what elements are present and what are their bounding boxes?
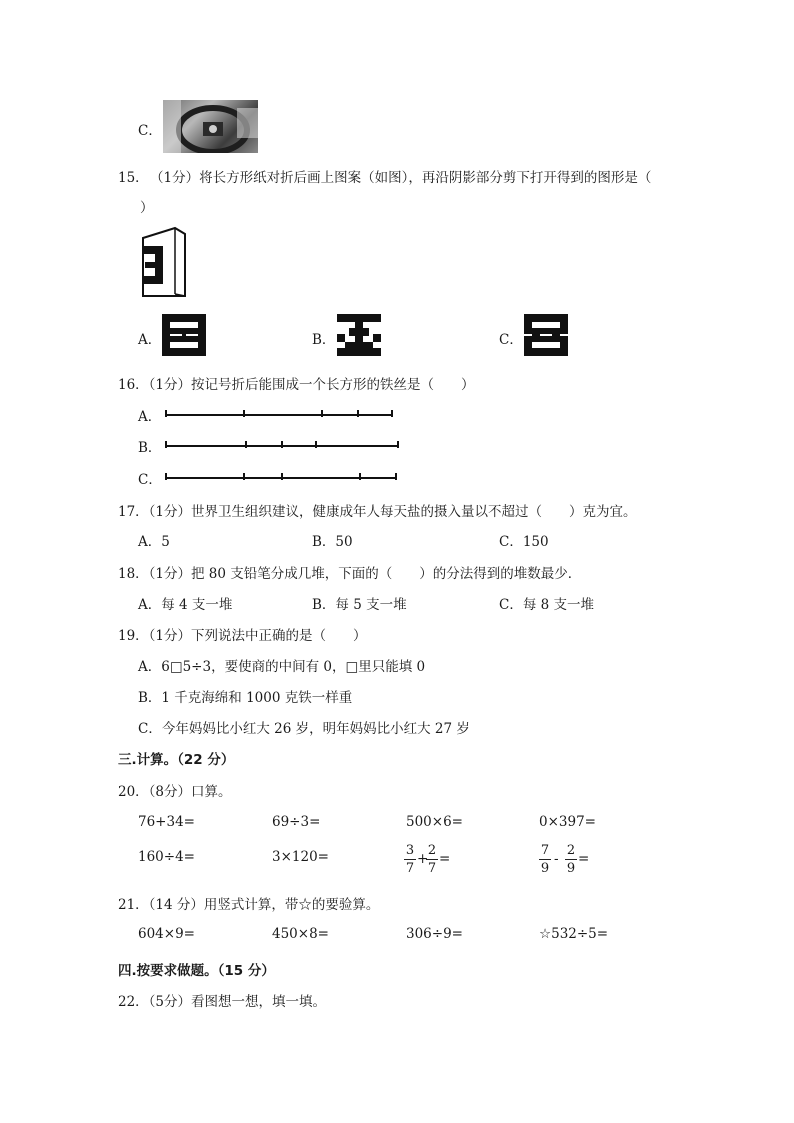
q15-option-b-label: B． (312, 332, 336, 348)
q17-option-c: C．150 (499, 534, 549, 550)
q17-option-b: B．50 (312, 534, 353, 550)
q20-item-1: 76+34= (138, 814, 195, 830)
q20-item-6: 3×120= (272, 849, 329, 865)
q16-option-c-label: C． (138, 472, 162, 488)
steering-wheel-photo (163, 100, 258, 153)
q16-question: 16．（1分）按记号折后能围成一个长方形的铁丝是（ ） (118, 377, 475, 393)
q15-option-b-shape (337, 314, 381, 356)
q20-frac1-b: 2 7 (427, 843, 437, 876)
q21-item-4: ☆532÷5= (539, 926, 609, 942)
q17-question: 17．（1分）世界卫生组织建议，健康成年人每天盐的摄入量以不超过（ ）克为宜。 (118, 504, 637, 520)
q16-wire-b (164, 438, 400, 450)
q16-wire-c (164, 470, 398, 482)
section-3-title: 三.计算。（22 分） (118, 752, 235, 768)
q15-option-a-shape (162, 314, 206, 356)
q21-question: 21．（14 分）用竖式计算，带☆的要验算。 (118, 897, 380, 913)
q20-item-2: 69÷3= (272, 814, 321, 830)
q19-option-c: C．今年妈妈比小红大 26 岁，明年妈妈比小红大 27 岁 (138, 721, 470, 737)
q20-frac1-op: + (417, 851, 429, 867)
q20-item-5: 160÷4= (138, 849, 195, 865)
q15-option-a-label: A． (138, 332, 162, 348)
q21-item-3: 306÷9= (406, 926, 463, 942)
q19-option-b: B．1 千克海绵和 1000 克铁一样重 (138, 690, 353, 706)
folded-paper-figure (141, 226, 189, 298)
section-4-title: 四.按要求做题。（15 分） (118, 963, 275, 979)
q21-item-1: 604×9= (138, 926, 195, 942)
q15-option-c-label: C． (499, 332, 523, 348)
q15-question-end: ） (140, 200, 154, 216)
q20-frac2-a: 7 9 (540, 843, 550, 876)
q21-item-2: 450×8= (272, 926, 329, 942)
q15-question: （1分）将长方形纸对折后画上图案（如图），再沿阴影部分剪下打开得到的图形是（ (150, 170, 652, 186)
q20-frac2-b: 2 9 (566, 843, 576, 876)
q17-option-a: A．5 (138, 534, 170, 550)
q14-option-c-label: C． (138, 123, 162, 139)
q18-option-a: A．每 4 支一堆 (138, 597, 233, 613)
q15-option-c-shape (524, 314, 568, 356)
q20-question: 20．（8分）口算。 (118, 784, 232, 800)
q16-option-b-label: B． (138, 440, 162, 456)
q20-frac1-eq: = (439, 851, 451, 867)
q16-option-a-label: A． (138, 409, 162, 425)
q18-option-b: B．每 5 支一堆 (312, 597, 407, 613)
q22-question: 22．（5分）看图想一想，填一填。 (118, 994, 327, 1010)
q20-frac2-eq: = (578, 851, 590, 867)
q19-question: 19．（1分）下列说法中正确的是（ ） (118, 628, 367, 644)
q20-frac2-op: - (554, 851, 559, 867)
q16-wire-a (164, 407, 394, 419)
q18-question: 18．（1分）把 80 支铅笔分成几堆，下面的（ ）的分法得到的堆数最少． (118, 566, 582, 582)
q18-option-c: C．每 8 支一堆 (499, 597, 595, 613)
q19-option-a: A．6□5÷3，要使商的中间有 0，□里只能填 0 (138, 659, 426, 675)
q15-number: 15． (118, 170, 149, 186)
q20-item-3: 500×6= (406, 814, 463, 830)
q20-frac1-a: 3 7 (405, 843, 415, 876)
q20-item-4: 0×397= (539, 814, 596, 830)
